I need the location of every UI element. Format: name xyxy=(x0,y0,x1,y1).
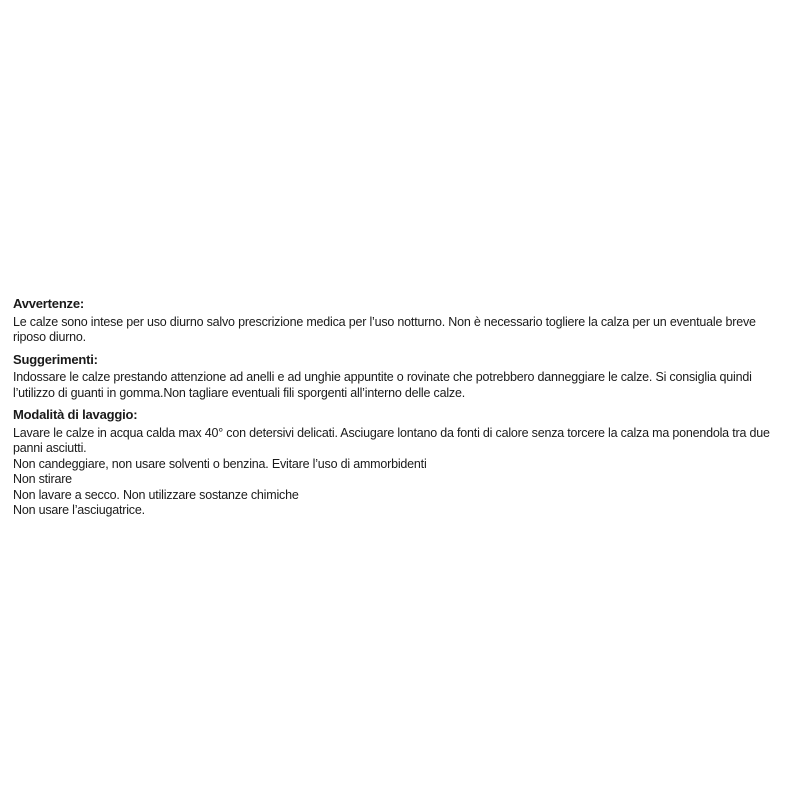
section-avvertenze xyxy=(13,296,789,346)
section-suggerimenti xyxy=(13,352,789,402)
section-modalita-di-lavaggio xyxy=(13,407,789,519)
suggerimenti-heading: Suggerimenti: xyxy=(13,351,98,367)
lavaggio-line-lavare-a-secco: Non lavare a secco. Non utilizzare sostanze chimiche xyxy=(13,487,299,502)
lavaggio-line-stirare: Non stirare xyxy=(13,472,72,486)
care-instructions-document xyxy=(13,296,789,519)
lavaggio-line-asciugatrice: Non usare l’asciugatrice. xyxy=(13,503,145,517)
suggerimenti-paragraph: Indossare le calze prestando attenzione ad anelli e ad unghie appuntite o rovinate che potrebbero danneggiare le calze. Si consiglia quindi l’utilizzo di guanti in gomma.Non tagliare eventuali fili sporgenti all’interno delle calze. xyxy=(13,370,752,400)
avvertenze-heading: Avvertenze: xyxy=(13,296,85,311)
avvertenze-paragraph: Le calze sono intese per uso diurno salvo prescrizione medica per l’uso notturno. Non è necessario togliere la calza per un eventuale breve riposo diurno. xyxy=(13,314,756,344)
modalita-di-lavaggio-heading: Modalità di lavaggio: xyxy=(13,407,138,422)
lavaggio-line-candeggiare: Non candeggiare, non usare solventi o benzina. Evitare l’uso di ammorbidenti xyxy=(13,456,427,471)
lavaggio-paragraph-main: Lavare le calze in acqua calda max 40° con detersivi delicati. Asciugare lontano da fonti di calore senza torcere la calza ma ponendola tra due panni asciutti. xyxy=(13,425,770,455)
